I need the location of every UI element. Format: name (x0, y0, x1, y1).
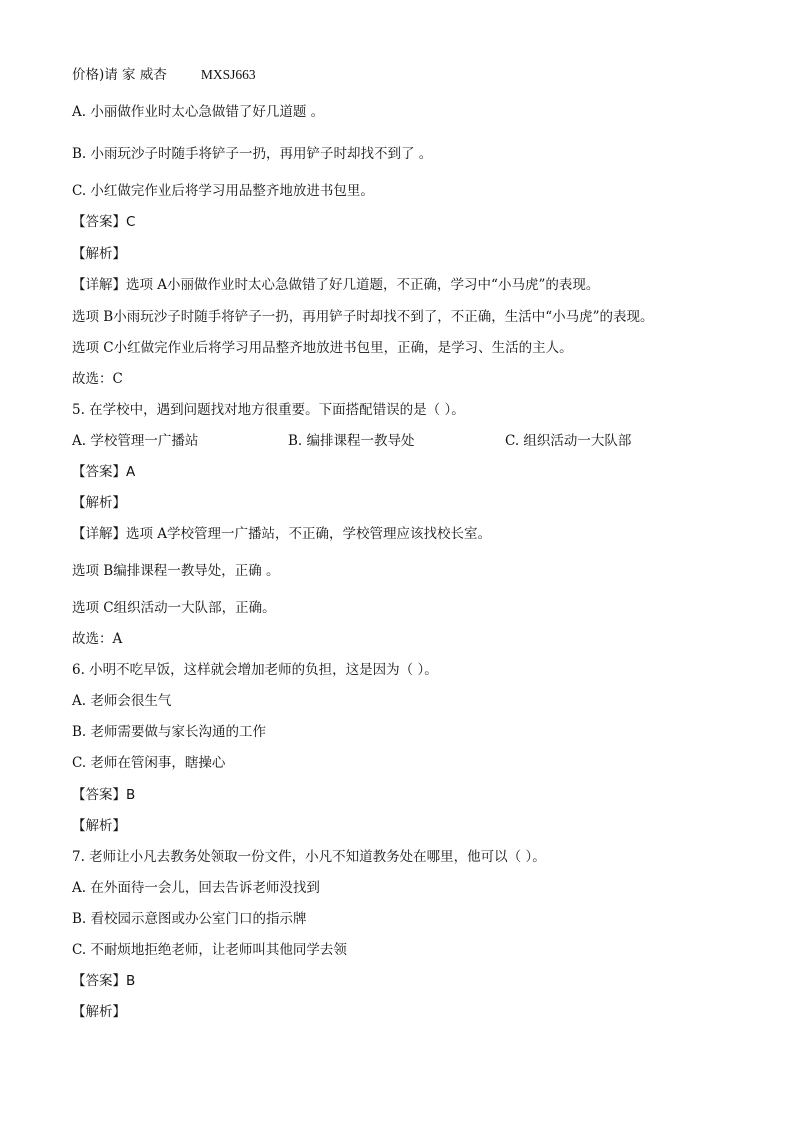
header-text: 价格)请 家 威杏 (72, 67, 167, 83)
q5-option-a: A. 学校管理一广播站 (72, 433, 199, 449)
q6-analysis-label: 【解析】 (72, 818, 126, 834)
q5-option-b: B. 编排课程一教导处 (288, 433, 415, 449)
q4-option-b: B. 小雨玩沙子时随手将铲子一扔，再用铲子时却找不到了 。 (72, 146, 433, 162)
q6-answer: 【答案】B (72, 787, 136, 803)
page-header (72, 66, 256, 84)
header-code: MXSJ663 (200, 67, 256, 82)
q6-option-c: C. 老师在管闲事，瞎操心 (72, 755, 226, 771)
q7-option-b: B. 看校园示意图或办公室门口的指示牌 (72, 911, 307, 927)
q7-option-c: C. 不耐烦地拒绝老师，让老师叫其他同学去领 (72, 942, 347, 958)
q5-question: 5. 在学校中，遇到问题找对地方很重要。下面搭配错误的是（ ）。 (72, 402, 465, 418)
q5-option-c: C. 组织活动一大队部 (505, 433, 632, 449)
q5-detail-a: 【详解】选项 A学校管理一广播站，不正确，学校管理应该找校长室。 (72, 526, 492, 542)
q4-analysis-label: 【解析】 (72, 246, 126, 262)
q4-detail-b: 选项 B小雨玩沙子时随手将铲子一扔，再用铲子时却找不到了，不正确，生活中“小马虎”的表现。 (72, 309, 654, 325)
q4-option-c: C. 小红做完作业后将学习用品整齐地放进书包里。 (72, 183, 374, 199)
q5-detail-b: 选项 B编排课程一教导处，正确 。 (72, 563, 280, 579)
q5-conclusion: 故选：A (72, 631, 123, 647)
q5-answer: 【答案】A (72, 464, 136, 480)
q6-option-a: A. 老师会很生气 (72, 693, 172, 709)
q5-detail-c: 选项 C组织活动一大队部，正确。 (72, 600, 276, 616)
q4-detail-c: 选项 C小红做完作业后将学习用品整齐地放进书包里，正确，是学习、生活的主人。 (72, 340, 573, 356)
q6-option-b: B. 老师需要做与家长沟通的工作 (72, 724, 267, 740)
q6-question: 6. 小明不吃早饭，这样就会增加老师的负担，这是因为（ ）。 (72, 662, 438, 678)
q7-option-a: A. 在外面待一会儿，回去告诉老师没找到 (72, 880, 320, 896)
q7-answer: 【答案】B (72, 973, 136, 989)
q4-detail-a: 【详解】选项 A小丽做作业时太心急做错了好几道题，不正确，学习中“小马虎”的表现。 (72, 277, 600, 293)
q4-option-a: A. 小丽做作业时太心急做错了好几道题 。 (72, 104, 325, 120)
q7-analysis-label: 【解析】 (72, 1004, 126, 1020)
q5-analysis-label: 【解析】 (72, 495, 126, 511)
q7-question: 7. 老师让小凡去教务处领取一份文件，小凡不知道教务处在哪里，他可以（ ）。 (72, 849, 546, 865)
q4-conclusion: 故选：C (72, 371, 123, 387)
q4-answer: 【答案】C (72, 214, 136, 230)
